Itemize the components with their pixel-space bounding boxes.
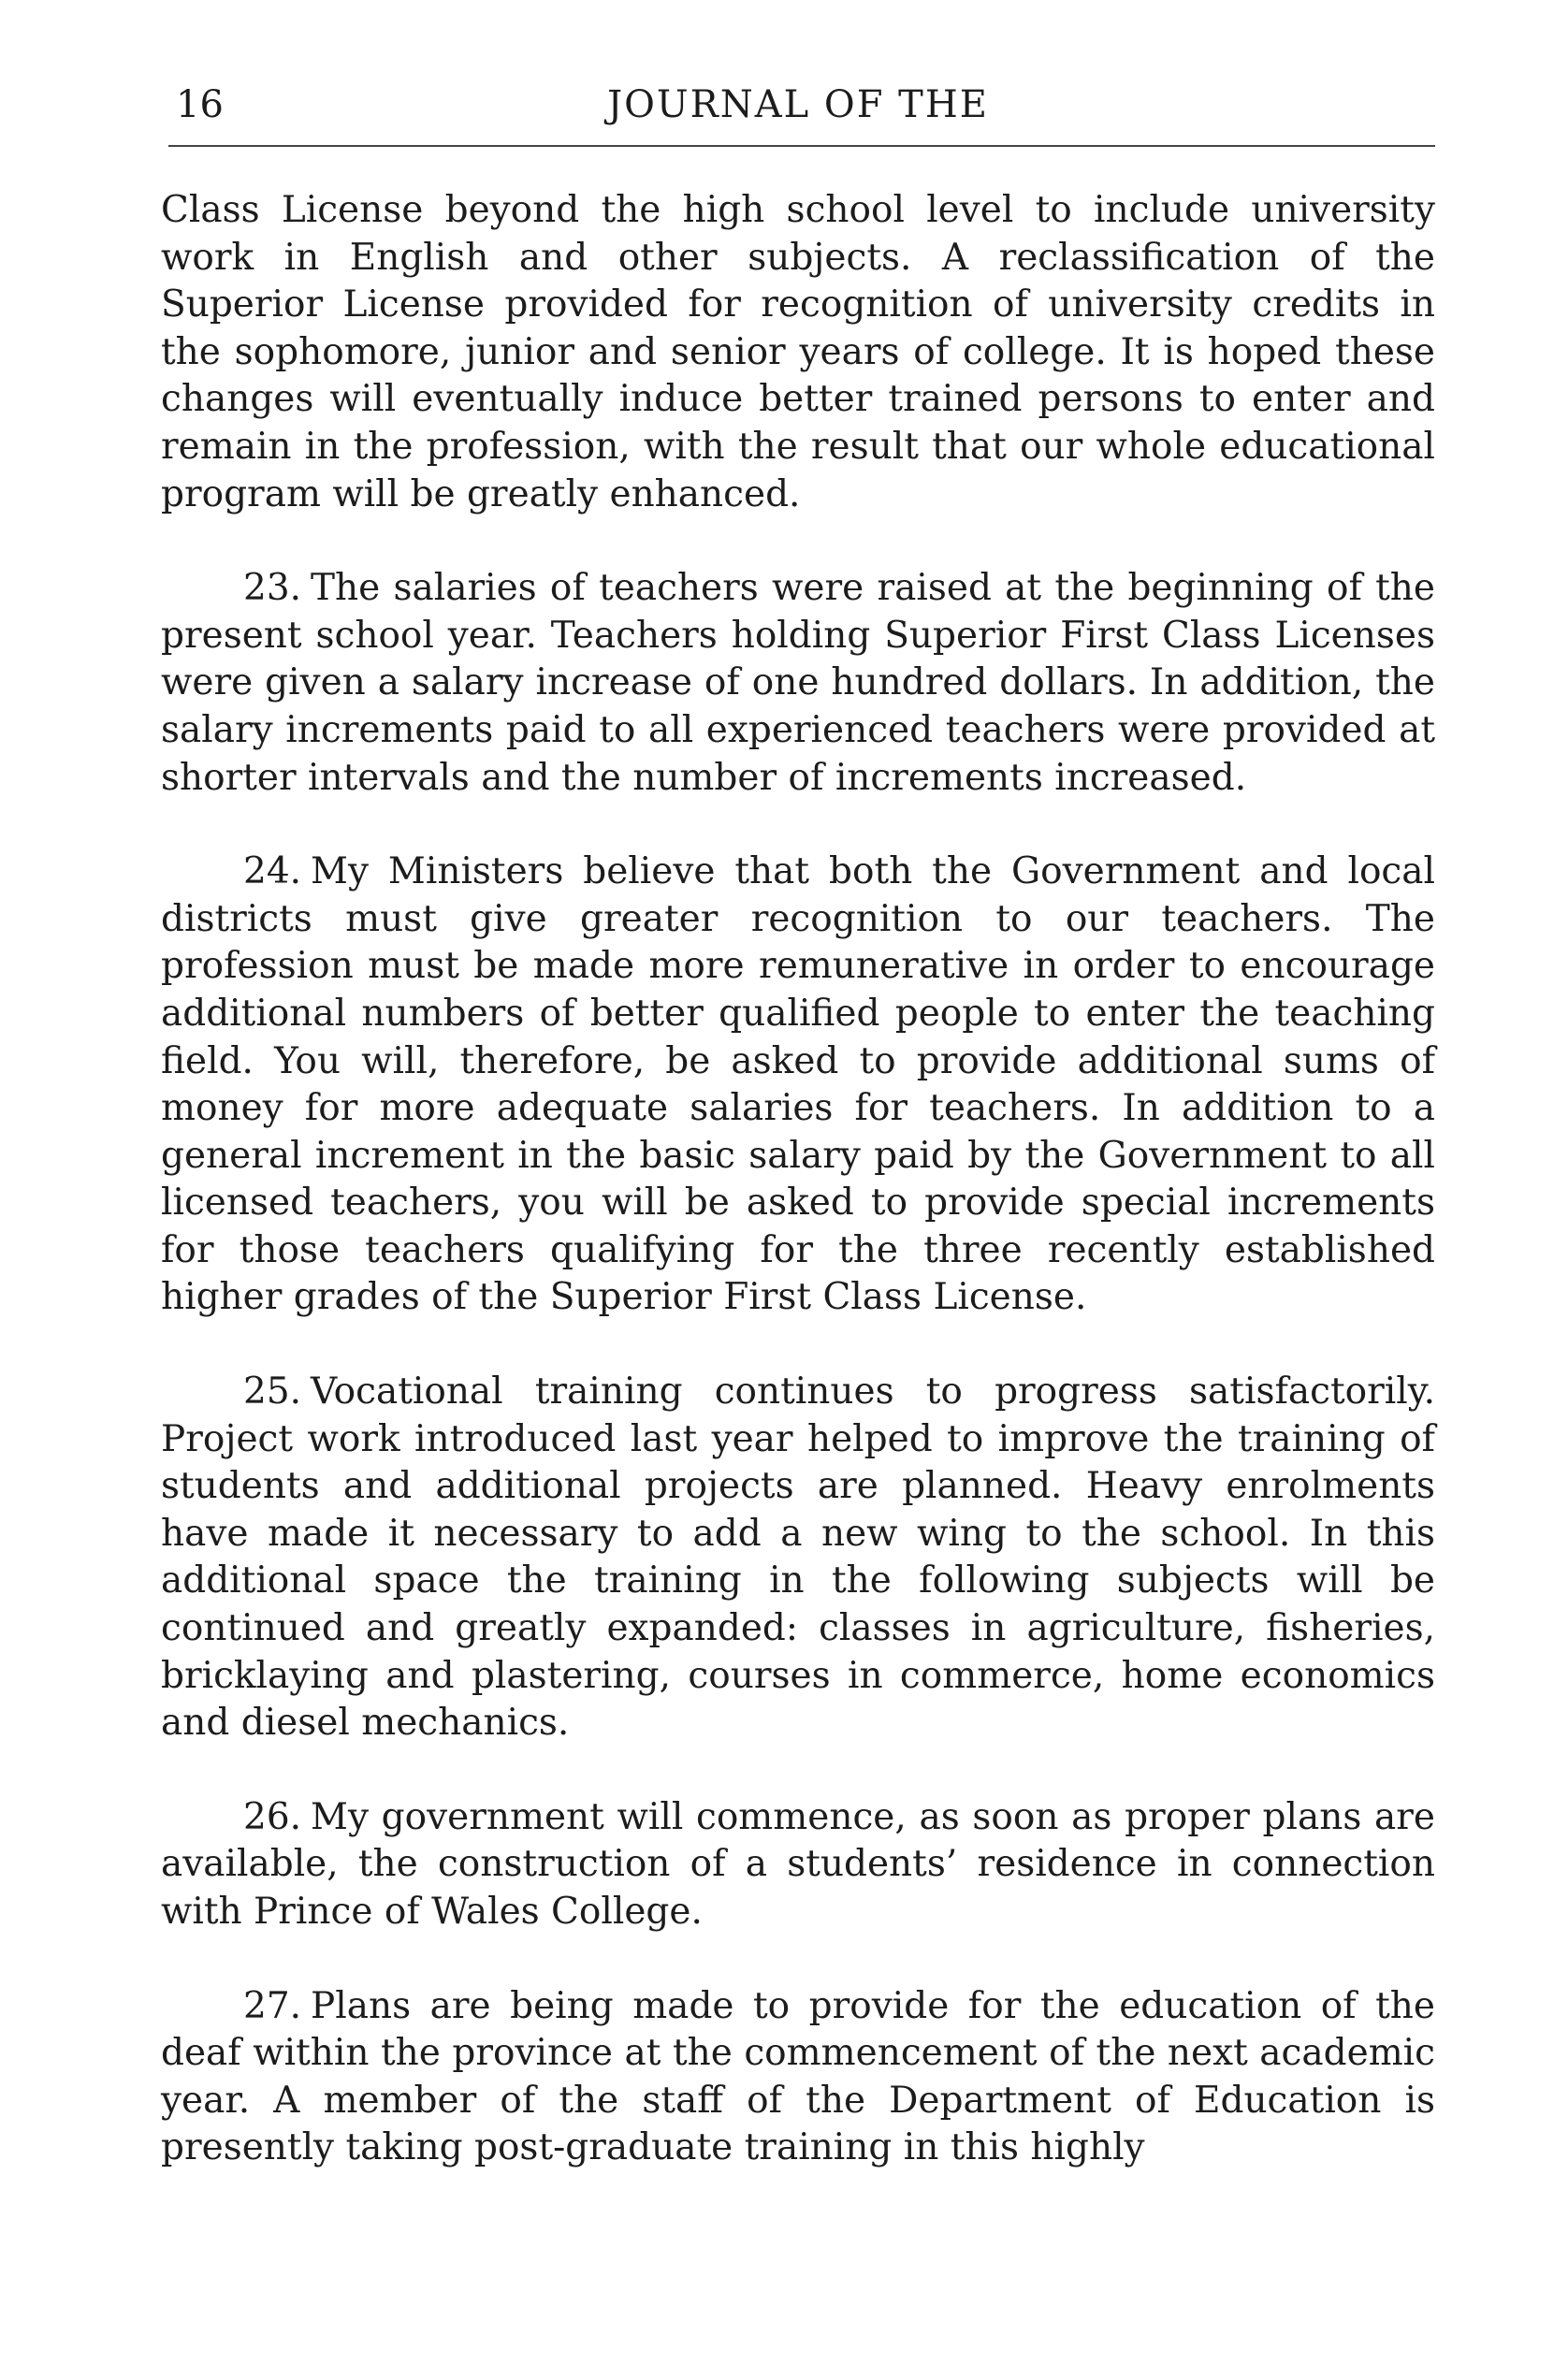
paragraph-text: The salaries of teachers were raised at the beginning of the present school year. Teachers holding Superior First Class Licenses were given a salary increase of one hundred dollars. In addition, the salary increments paid to all experienced teachers were provided at shorter intervals and the number of increments increased. [161,567,1435,799]
running-title: JOURNAL OF THE [607,83,989,126]
document-page [161,0,1435,2378]
running-header [161,77,1435,133]
paragraph-27 [161,1983,1435,2172]
paragraph-25 [161,1369,1435,1747]
paragraph-text: Plans are being made to provide for the education of the deaf within the province at the commencement of the next academic year. A member of the staff of the Department of Education is presently taking post-graduate training in this highly [161,1984,1435,2169]
paragraph-number: 25. [243,1370,302,1414]
paragraph-continued [161,187,1435,518]
paragraph-23 [161,565,1435,802]
paragraph-text: Class License beyond the high school level to include university work in English and other subjects. A reclassification of the Superior License provided for recognition of university credits in the sophomore, junior and senior years of college. It is hoped these changes will eventually induce better trained persons to enter and remain in the profession, with the result that our whole educational program will be greatly enhanced. [161,189,1435,515]
paragraph-number: 24. [243,850,302,893]
body-text [161,187,1435,2219]
header-rule [168,145,1435,147]
paragraph-text: My Ministers believe that both the Government and local districts must give greater recognition to our teachers. The profession must be made more remunerative in order to encourage additional numbers of better qualified people to enter the teaching field. You will, therefore, be asked to provide additional sums of money for more adequate salaries for teachers. In addition to a general increment in the basic salary paid by the Government to all licensed teachers, you will be asked to provide special increments for those teachers qualifying for the three recently established higher grades of the Superior First Class License. [161,850,1435,1319]
paragraph-26 [161,1794,1435,1936]
paragraph-24 [161,848,1435,1322]
paragraph-number: 26. [243,1795,302,1838]
paragraph-number: 27. [243,1984,302,2027]
page-number: 16 [176,83,224,126]
paragraph-text: My government will commence, as soon as proper plans are available, the construction of a students’ residence in connection with Prince of Wales College. [161,1795,1435,1933]
paragraph-text: Vocational training continues to progress satisfactorily. Project work introduced last year helped to improve the training of students and additional projects are planned. Heavy enrolments have made it necessary to add a new wing to the school. In this additional space the training in the following subjects will be continued and greatly expanded: classes in agriculture, fisheries, bricklaying and plastering, courses in commerce, home economics and diesel mechanics. [161,1370,1435,1745]
paragraph-number: 23. [243,567,302,610]
